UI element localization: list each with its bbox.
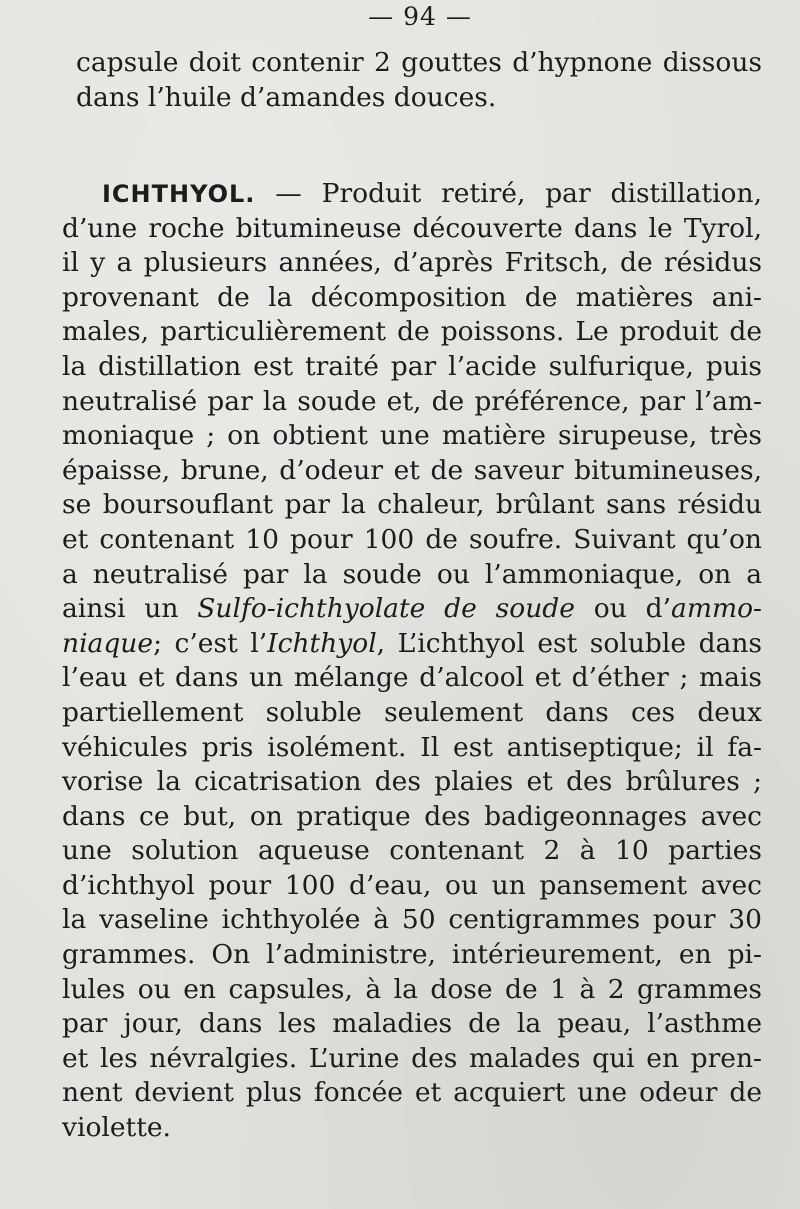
text-line <box>62 869 762 904</box>
text-run: la vaseline ichthyolée à 50 centigrammes pour 30 <box>62 904 762 936</box>
text-run: dans ce but, on pratique des badigeonnages avec <box>62 800 762 832</box>
italic-term: niaque <box>62 627 154 659</box>
text-line <box>62 212 762 247</box>
text-run: l’eau et dans un mélange d’alcool et d’éther ; mais <box>62 662 762 694</box>
text-line <box>62 592 762 627</box>
text-line <box>62 523 762 558</box>
text-run: se boursouflant par la chaleur, brûlant sans résidu <box>62 489 762 521</box>
page-number: — 94 — <box>368 2 472 31</box>
text-run: il y a plusieurs années, d’après Fritsch, de résidus <box>62 247 762 279</box>
text-line <box>62 661 762 696</box>
italic-term: ammo- <box>671 593 762 625</box>
text-run: et les névralgies. L’urine des malades qui en pren- <box>62 1042 762 1074</box>
text-run: vorise la cicatrisation des plaies et des brûlures ; <box>62 766 762 798</box>
text-line <box>62 419 762 454</box>
text-run: provenant de la décomposition de matières ani- <box>62 281 762 313</box>
text-run: d’une roche bitumineuse découverte dans le Tyrol, <box>62 212 762 244</box>
text-line <box>62 938 762 973</box>
text-line <box>62 800 762 835</box>
text-line <box>62 696 762 731</box>
text-line <box>62 488 762 523</box>
text-run: neutralisé par la soude et, de préférence, par l’am- <box>62 385 762 417</box>
text-line <box>62 315 762 350</box>
text-run: la distillation est traité par l’acide sulfurique, puis <box>62 350 762 382</box>
text-run: véhicules pris isolément. Il est antiseptique; il fa- <box>62 731 762 763</box>
text-line <box>62 558 762 593</box>
text-run: épaisse, brune, d’odeur et de saveur bitumineuses, <box>62 454 762 486</box>
text-run: ainsi un <box>62 593 198 625</box>
text-run: nent devient plus foncée et acquiert une odeur de <box>62 1077 762 1109</box>
text-line <box>62 281 762 316</box>
text-run: d’ichthyol pour 100 d’eau, ou un pansement avec <box>62 869 762 901</box>
text-run: ; c’est l’ <box>153 627 268 659</box>
text-run: moniaque ; on obtient une matière sirupeuse, très <box>62 420 762 452</box>
text-line <box>62 765 762 800</box>
ichthyol-entry <box>62 177 762 1146</box>
text-run: partiellement soluble seulement dans ces deux <box>62 696 762 728</box>
italic-term: Ichthyol <box>267 627 377 659</box>
text-run: une solution aqueuse contenant 2 à 10 parties <box>62 835 762 867</box>
text-line <box>62 385 762 420</box>
text-run: males, particulièrement de poissons. Le produit de <box>62 316 762 348</box>
text-run: — Produit retiré, par distillation, <box>255 178 762 209</box>
text-line <box>62 903 762 938</box>
text-run: , L’ichthyol est soluble dans <box>376 627 762 659</box>
text-line <box>62 350 762 385</box>
text-line: dans l’huile d’amandes douces. <box>76 81 497 113</box>
continued-paragraph <box>76 46 762 115</box>
text-run: violette. <box>62 1112 171 1144</box>
text-line <box>62 1076 762 1111</box>
text-line <box>62 1007 762 1042</box>
text-line <box>62 627 762 662</box>
text-line <box>62 246 762 281</box>
text-line <box>62 834 762 869</box>
text-run: ou d’ <box>574 593 672 625</box>
text-line <box>62 454 762 489</box>
text-line: capsule doit contenir 2 gouttes d’hypnone dissous <box>76 47 762 78</box>
text-run: par jour, dans les maladies de la peau, l’asthme <box>62 1008 762 1040</box>
italic-term: Sulfo-ichthyolate de soude <box>197 593 575 625</box>
text-line <box>62 177 762 212</box>
text-line <box>62 973 762 1008</box>
entry-heading: ICHTHYOL. <box>102 180 256 208</box>
text-run: lules ou en capsules, à la dose de 1 à 2 grammes <box>62 973 762 1005</box>
text-line <box>62 1111 762 1146</box>
text-run: grammes. On l’administre, intérieurement, en pi- <box>62 939 762 971</box>
text-line <box>62 1042 762 1077</box>
text-run: a neutralisé par la soude ou l’ammoniaque, on a <box>62 558 762 590</box>
text-run: et contenant 10 pour 100 de soufre. Suivant qu’on <box>62 523 762 555</box>
text-line <box>62 731 762 766</box>
